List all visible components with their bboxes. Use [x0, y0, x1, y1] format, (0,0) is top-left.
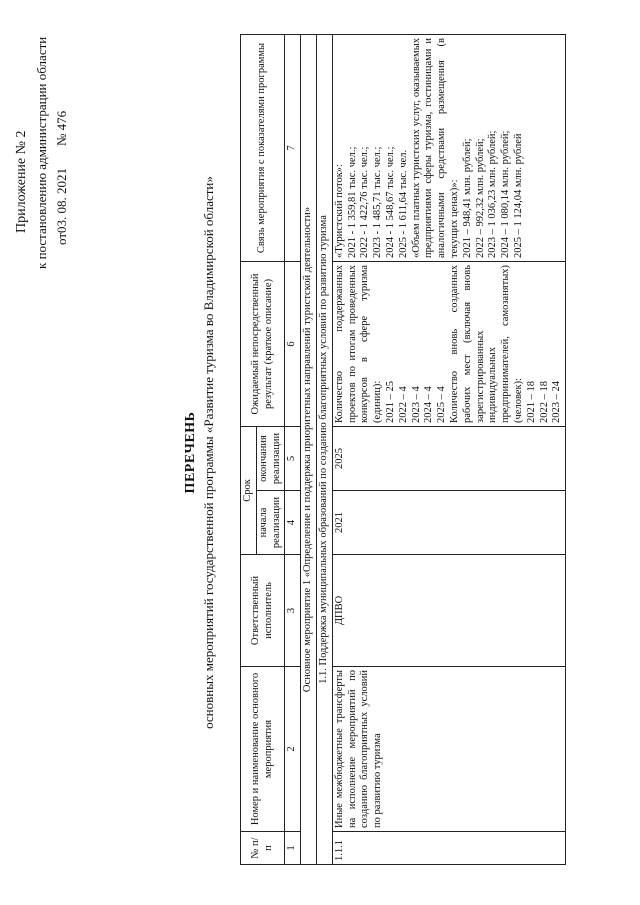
result-intro: Количество поддержанных проектов по итогам проведенных конкурсов в сфере туризма (единиц): — [333, 264, 384, 423]
list-item: 2023 - 1 485,71 тыс. чел.; — [372, 146, 384, 258]
col-header-executor: Ответственный исполнитель — [241, 555, 285, 667]
column-number: 1 — [285, 832, 301, 865]
col-header-num: № п/п — [241, 832, 285, 865]
header-row — [241, 34, 257, 864]
list-item: 2023 – 4 — [410, 386, 422, 423]
appendix-date-line — [54, 111, 70, 245]
col-header-name: Номер и наименование основного мероприятия — [241, 667, 285, 832]
column-number: 3 — [285, 555, 301, 667]
col-header-result: Ожидаемый непосредственный результат (краткое описание) — [241, 261, 285, 426]
section-sub-row — [316, 34, 332, 864]
list-item: 2021 - 1 359,81 тыс. чел.; — [346, 146, 358, 258]
decree-date: 03. 08. 2021 — [54, 167, 69, 233]
table-row — [332, 34, 565, 864]
column-number: 2 — [285, 667, 301, 832]
appendix-title: Приложение № 2 — [14, 130, 29, 233]
link-intro: «Туристский поток»: — [333, 164, 345, 258]
document-title: ПЕРЕЧЕНЬ — [183, 411, 198, 494]
appendix-subtitle: к постановлению администрации области — [34, 36, 49, 269]
document-subtitle: основных мероприятий государственной программы «Развитие туризма во Владимирской области» — [201, 176, 216, 729]
column-number: 6 — [285, 261, 301, 426]
list-item: 2022 – 992,32 млн. рублей; — [474, 138, 486, 258]
list-item: 2025 – 1 124,04 млн. рублей — [512, 133, 524, 258]
result-intro-2: Количество вновь созданных рабочих мест (включая вновь зарегистрированных индивидуальных предпринимателей, самозанятых) (человек): — [448, 264, 524, 423]
decree-number: № 476 — [54, 110, 69, 146]
column-number: 7 — [285, 34, 301, 261]
column-number: 5 — [285, 426, 301, 490]
col-header-term-end: окончания реализации — [256, 426, 285, 490]
column-number-row — [285, 34, 301, 864]
list-item: 2022 – 4 — [397, 386, 409, 423]
section-main-row — [301, 34, 317, 864]
row-num: 1.1.1 — [332, 832, 565, 865]
col-header-link: Связь мероприятия с показателями программы — [241, 34, 285, 261]
list-item: 2024 – 1 080,14 млн. рублей; — [500, 130, 512, 258]
list-item: 2021 – 948,41 млн. рублей; — [461, 138, 473, 258]
list-item: 2023 – 24 — [551, 380, 563, 423]
row-expected-result — [332, 261, 565, 426]
column-number: 4 — [285, 491, 301, 555]
list-item: 2022 - 1 422,76 тыс. чел.; — [359, 146, 371, 258]
row-measure-name: Иные межбюджетные трансферты на исполнение мероприятий по созданию благоприятных условий по развитию туризма — [332, 667, 565, 832]
row-end-year: 2025 — [332, 426, 565, 490]
col-header-term: Срок — [241, 426, 257, 554]
list-item: 2022 – 18 — [538, 380, 550, 423]
list-item: 2024 – 4 — [423, 386, 435, 423]
row-program-indicators — [332, 34, 565, 261]
list-item: 2024 - 1 548,67 тыс. чел.; — [384, 146, 396, 258]
list-item: 2023 – 1 036,23 млн. рублей; — [487, 130, 499, 258]
list-item: 2021 – 18 — [525, 380, 537, 423]
col-header-term-start: начала реализации — [256, 491, 285, 555]
row-start-year: 2021 — [332, 491, 565, 555]
link-intro-2: «Объем платных туристских услуг, оказываемых предприятиями сферы туризма, гостиницами и аналогичными средствами размещения (в текущих ценах)»: — [410, 37, 460, 258]
measures-table — [240, 34, 566, 865]
list-item: 2025 - 1 611,64 тыс. чел. — [397, 149, 409, 258]
list-item: 2021 – 25 — [384, 380, 396, 423]
row-executor: ДПВО — [332, 555, 565, 667]
section-sub-title: 1.1. Поддержка муниципальных образований по созданию благоприятных условий по развитию туризма — [316, 34, 332, 864]
list-item: 2025 – 4 — [436, 386, 448, 423]
date-prefix: от — [54, 232, 69, 245]
section-main-title: Основное мероприятие 1 «Определение и поддержка приоритетных направлений туристской деятельности» — [301, 34, 317, 864]
